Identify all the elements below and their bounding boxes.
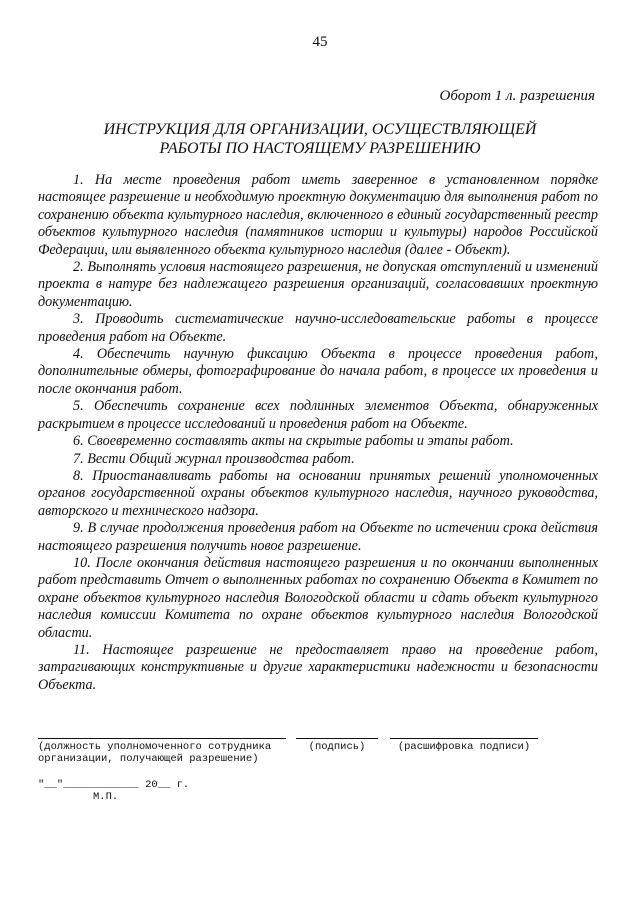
instruction-item-10: 10. После окончания действия настоящего разрешения и по окончании выполненных работ представить Отчет о выполненных работах по сохранению Объекта в Комитет по охране объектов культурного наследия Вологодской области и сдать объект культурного наследия комиссии Комитета по охране объектов культурного наследия Вологодской области.: [38, 554, 598, 641]
instruction-body: [38, 172, 598, 694]
instruction-item-1: 1. На месте проведения работ иметь заверенное в установленном порядке настоящее разрешение и необходимую проектную документацию для выполнения работ по сохранению объекта культурного наследия, включенного в единый государственный реестр объектов культурного наследия (памятников истории и культуры) народов Российской Федерации, или выявленного объекта культурного наследия (далее - Объект).: [38, 172, 598, 258]
stamp-place-label: М.П.: [93, 791, 119, 803]
date-line: "__"____________ 20__ г.: [38, 779, 190, 791]
instruction-item-5: 5. Обеспечить сохранение всех подлинных элементов Объекта, обнаруженных раскрытием в процессе исследований и проведения работ на Объекте.: [38, 398, 598, 432]
instruction-item-9: 9. В случае продолжения проведения работ на Объекте по истечении срока действия настоящего разрешения получить новое разрешение.: [38, 520, 598, 554]
signature-field: (подпись): [296, 738, 378, 753]
instruction-item-4: 4. Обеспечить научную фиксацию Объекта в процессе проведения работ, дополнительные обмеры, фотографирование до начала работ, в процессе их проведения и после окончания работ.: [38, 346, 598, 397]
instruction-item-6: 6. Своевременно составлять акты на скрытые работы и этапы работ.: [73, 433, 514, 450]
document-title: [0, 120, 640, 158]
title-line-1: ИНСТРУКЦИЯ ДЛЯ ОРГАНИЗАЦИИ, ОСУЩЕСТВЛЯЮЩЕЙ: [103, 121, 537, 138]
name-decode-field: (расшифровка подписи): [390, 738, 538, 753]
instruction-item-2: 2. Выполнять условия настоящего разрешения, не допуская отступлений и изменений проекта в натуре без надлежащего разрешения организаций, согласовавших проектную документацию.: [38, 259, 598, 310]
title-line-2: РАБОТЫ ПО НАСТОЯЩЕМУ РАЗРЕШЕНИЮ: [159, 140, 481, 157]
page-number: 45: [312, 34, 328, 50]
instruction-item-8: 8. Приостанавливать работы на основании принятых решений уполномоченных органов государственной охраны объектов культурного наследия, научного руководства, авторского и технического надзора.: [38, 467, 598, 519]
instruction-item-3: 3. Проводить систематические научно-исследовательские работы в процессе проведения работ на Объекте.: [38, 311, 598, 345]
position-field: (должность уполномоченного сотрудника организации, получающей разрешение): [38, 738, 286, 765]
instruction-item-11: 11. Настоящее разрешение не предоставляет право на проведение работ, затрагивающих конструктивные и другие характеристики надежности и безопасности Объекта.: [38, 641, 598, 693]
instruction-item-7: 7. Вести Общий журнал производства работ.: [73, 450, 355, 467]
permit-reference-note: Оборот 1 л. разрешения: [439, 88, 595, 104]
signature-row: [38, 738, 598, 765]
signature-block: [38, 738, 598, 803]
